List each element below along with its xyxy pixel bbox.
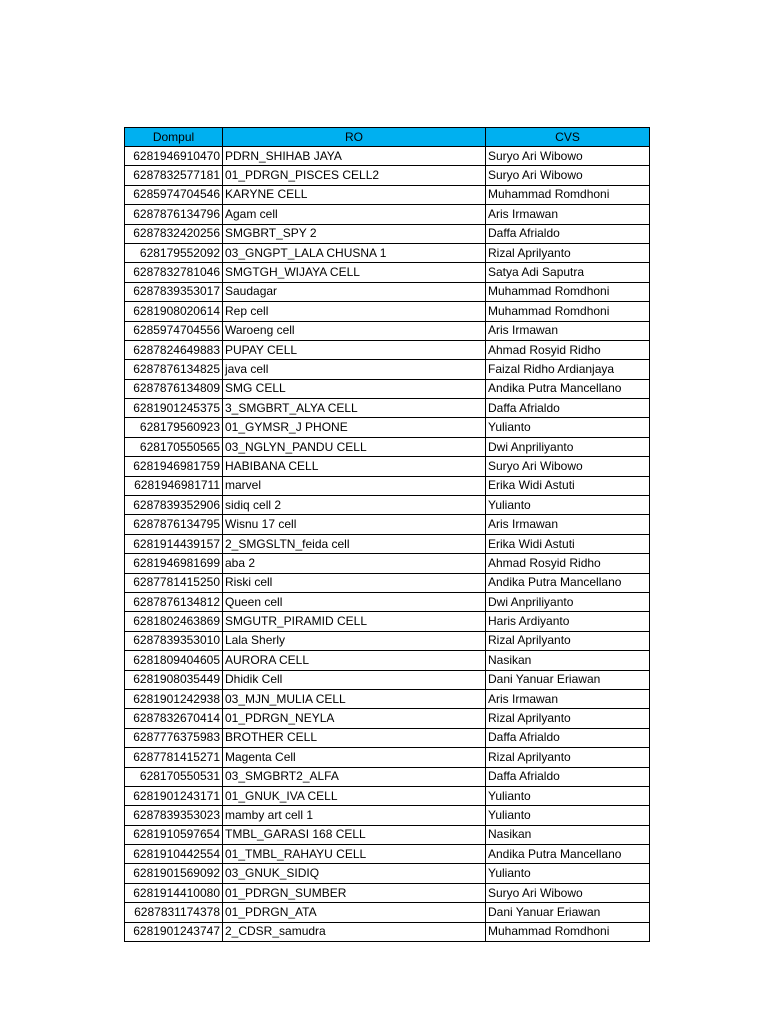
cell-cvs[interactable]: Suryo Ari Wibowo bbox=[486, 147, 650, 166]
cell-dompul[interactable]: 6281910442554 bbox=[125, 845, 223, 864]
table-row bbox=[125, 243, 650, 262]
cell-dompul[interactable]: 6287776375983 bbox=[125, 728, 223, 747]
cell-ro[interactable]: Lala Sherly bbox=[223, 631, 486, 650]
cell-dompul[interactable]: 6281901243747 bbox=[125, 922, 223, 941]
cell-dompul[interactable]: 6287839353010 bbox=[125, 631, 223, 650]
cell-cvs[interactable]: Suryo Ari Wibowo bbox=[486, 457, 650, 476]
table-row bbox=[125, 806, 650, 825]
table-row bbox=[125, 457, 650, 476]
cell-ro[interactable]: 03_MJN_MULIA CELL bbox=[223, 689, 486, 708]
cell-dompul[interactable]: 6281946981759 bbox=[125, 457, 223, 476]
cell-dompul[interactable]: 6287831174378 bbox=[125, 903, 223, 922]
table-row bbox=[125, 612, 650, 631]
cell-dompul[interactable]: 6281901245375 bbox=[125, 399, 223, 418]
cell-ro[interactable]: SMG CELL bbox=[223, 379, 486, 398]
cell-dompul[interactable]: 628179560923 bbox=[125, 418, 223, 437]
table-row bbox=[125, 534, 650, 553]
cell-ro[interactable]: Rep cell bbox=[223, 302, 486, 321]
cell-dompul[interactable]: 6281901242938 bbox=[125, 689, 223, 708]
cell-cvs[interactable]: Aris Irmawan bbox=[486, 689, 650, 708]
table-row bbox=[125, 166, 650, 185]
cell-ro[interactable]: 01_PDRGN_ATA bbox=[223, 903, 486, 922]
cell-cvs[interactable]: Ahmad Rosyid Ridho bbox=[486, 340, 650, 359]
cell-dompul[interactable]: 6281901569092 bbox=[125, 864, 223, 883]
table-row bbox=[125, 205, 650, 224]
table-row bbox=[125, 767, 650, 786]
cell-ro[interactable]: PDRN_SHIHAB JAYA bbox=[223, 147, 486, 166]
cell-dompul[interactable]: 6281946981699 bbox=[125, 554, 223, 573]
cell-ro[interactable]: 2_SMGSLTN_feida cell bbox=[223, 534, 486, 553]
cell-cvs[interactable]: Nasikan bbox=[486, 825, 650, 844]
cell-cvs[interactable]: Daffa Afrialdo bbox=[486, 767, 650, 786]
cell-ro[interactable]: Queen cell bbox=[223, 592, 486, 611]
table-row bbox=[125, 340, 650, 359]
cell-ro[interactable]: SMGTGH_WIJAYA CELL bbox=[223, 263, 486, 282]
cell-dompul[interactable]: 6281914439157 bbox=[125, 534, 223, 553]
cell-dompul[interactable]: 6281802463869 bbox=[125, 612, 223, 631]
cell-dompul[interactable]: 6287832670414 bbox=[125, 709, 223, 728]
cell-dompul[interactable]: 6281901243171 bbox=[125, 786, 223, 805]
cell-ro[interactable]: BROTHER CELL bbox=[223, 728, 486, 747]
table-row bbox=[125, 282, 650, 301]
cell-ro[interactable]: 01_GYMSR_J PHONE bbox=[223, 418, 486, 437]
table-row bbox=[125, 554, 650, 573]
cell-dompul[interactable]: 6287876134796 bbox=[125, 205, 223, 224]
cell-dompul[interactable]: 628170550565 bbox=[125, 437, 223, 456]
cell-dompul[interactable]: 6281908035449 bbox=[125, 670, 223, 689]
cell-ro[interactable]: marvel bbox=[223, 476, 486, 495]
table-row bbox=[125, 147, 650, 166]
cell-ro[interactable]: KARYNE CELL bbox=[223, 185, 486, 204]
table-row bbox=[125, 631, 650, 650]
table-row bbox=[125, 651, 650, 670]
table-row bbox=[125, 689, 650, 708]
cell-dompul[interactable]: 6287781415250 bbox=[125, 573, 223, 592]
cell-ro[interactable]: Waroeng cell bbox=[223, 321, 486, 340]
table-row bbox=[125, 321, 650, 340]
cell-cvs[interactable]: Satya Adi Saputra bbox=[486, 263, 650, 282]
cell-ro[interactable]: TMBL_GARASI 168 CELL bbox=[223, 825, 486, 844]
cell-cvs[interactable]: Rizal Aprilyanto bbox=[486, 631, 650, 650]
cell-ro[interactable]: 2_CDSR_samudra bbox=[223, 922, 486, 941]
cell-cvs[interactable]: Dwi Anpriliyanto bbox=[486, 592, 650, 611]
cell-ro[interactable]: AURORA CELL bbox=[223, 651, 486, 670]
cell-cvs[interactable]: Rizal Aprilyanto bbox=[486, 748, 650, 767]
header-row bbox=[125, 128, 650, 147]
table-row bbox=[125, 709, 650, 728]
cell-cvs[interactable]: Erika Widi Astuti bbox=[486, 476, 650, 495]
cell-ro[interactable]: 3_SMGBRT_ALYA CELL bbox=[223, 399, 486, 418]
cell-cvs[interactable]: Aris Irmawan bbox=[486, 321, 650, 340]
table-row bbox=[125, 224, 650, 243]
cell-dompul[interactable]: 6287832781046 bbox=[125, 263, 223, 282]
table-row bbox=[125, 670, 650, 689]
table-row bbox=[125, 922, 650, 941]
cell-ro[interactable]: Agam cell bbox=[223, 205, 486, 224]
cell-cvs[interactable]: Yulianto bbox=[486, 496, 650, 515]
cell-ro[interactable]: 01_PDRGN_PISCES CELL2 bbox=[223, 166, 486, 185]
cell-ro[interactable]: 03_SMGBRT2_ALFA bbox=[223, 767, 486, 786]
table-row bbox=[125, 573, 650, 592]
cell-cvs[interactable]: Daffa Afrialdo bbox=[486, 399, 650, 418]
cell-ro[interactable]: 01_PDRGN_SUMBER bbox=[223, 883, 486, 902]
cell-ro[interactable]: Riski cell bbox=[223, 573, 486, 592]
table-row bbox=[125, 903, 650, 922]
cell-dompul[interactable]: 6287839353023 bbox=[125, 806, 223, 825]
cell-dompul[interactable]: 6285974704556 bbox=[125, 321, 223, 340]
cell-ro[interactable]: 01_TMBL_RAHAYU CELL bbox=[223, 845, 486, 864]
table-row bbox=[125, 360, 650, 379]
table-row bbox=[125, 379, 650, 398]
table-row bbox=[125, 883, 650, 902]
table-row bbox=[125, 786, 650, 805]
cell-ro[interactable]: Magenta Cell bbox=[223, 748, 486, 767]
cell-cvs[interactable]: Yulianto bbox=[486, 806, 650, 825]
cell-cvs[interactable]: Aris Irmawan bbox=[486, 515, 650, 534]
cell-ro[interactable]: Saudagar bbox=[223, 282, 486, 301]
table-row bbox=[125, 845, 650, 864]
cell-ro[interactable]: 03_GNUK_SIDIQ bbox=[223, 864, 486, 883]
table-row bbox=[125, 728, 650, 747]
cell-dompul[interactable]: 6287876134812 bbox=[125, 592, 223, 611]
cell-dompul[interactable]: 6287781415271 bbox=[125, 748, 223, 767]
cell-cvs[interactable]: Daffa Afrialdo bbox=[486, 728, 650, 747]
cell-ro[interactable]: mamby art cell 1 bbox=[223, 806, 486, 825]
cell-cvs[interactable]: Muhammad Romdhoni bbox=[486, 302, 650, 321]
cell-dompul[interactable]: 628170550531 bbox=[125, 767, 223, 786]
cell-cvs[interactable]: Andika Putra Mancellano bbox=[486, 845, 650, 864]
cell-dompul[interactable]: 6281908020614 bbox=[125, 302, 223, 321]
cell-ro[interactable]: SMGUTR_PIRAMID CELL bbox=[223, 612, 486, 631]
cell-dompul[interactable]: 6287839353017 bbox=[125, 282, 223, 301]
cell-dompul[interactable]: 6281946910470 bbox=[125, 147, 223, 166]
table-row bbox=[125, 864, 650, 883]
cell-cvs[interactable]: Rizal Aprilyanto bbox=[486, 709, 650, 728]
table-row bbox=[125, 302, 650, 321]
cell-dompul[interactable]: 6287832577181 bbox=[125, 166, 223, 185]
cell-dompul[interactable]: 6287876134825 bbox=[125, 360, 223, 379]
cell-cvs[interactable]: Aris Irmawan bbox=[486, 205, 650, 224]
cell-cvs[interactable]: Yulianto bbox=[486, 864, 650, 883]
cell-cvs[interactable]: Dani Yanuar Eriawan bbox=[486, 670, 650, 689]
cell-cvs[interactable]: Muhammad Romdhoni bbox=[486, 185, 650, 204]
table-body bbox=[125, 147, 650, 942]
cell-dompul[interactable]: 6287832420256 bbox=[125, 224, 223, 243]
cell-ro[interactable]: 01_PDRGN_NEYLA bbox=[223, 709, 486, 728]
cell-cvs[interactable]: Yulianto bbox=[486, 786, 650, 805]
cell-dompul[interactable]: 6281809404605 bbox=[125, 651, 223, 670]
cell-cvs[interactable]: Erika Widi Astuti bbox=[486, 534, 650, 553]
cell-cvs[interactable]: Yulianto bbox=[486, 418, 650, 437]
cell-dompul[interactable]: 6287876134795 bbox=[125, 515, 223, 534]
cell-ro[interactable]: 03_GNGPT_LALA CHUSNA 1 bbox=[223, 243, 486, 262]
table-row bbox=[125, 592, 650, 611]
cell-ro[interactable]: aba 2 bbox=[223, 554, 486, 573]
cell-cvs[interactable]: Suryo Ari Wibowo bbox=[486, 166, 650, 185]
cell-ro[interactable]: java cell bbox=[223, 360, 486, 379]
table-row bbox=[125, 748, 650, 767]
cell-cvs[interactable]: Dwi Anpriliyanto bbox=[486, 437, 650, 456]
cell-ro[interactable]: PUPAY CELL bbox=[223, 340, 486, 359]
cell-cvs[interactable]: Ahmad Rosyid Ridho bbox=[486, 554, 650, 573]
cell-ro[interactable]: SMGBRT_SPY 2 bbox=[223, 224, 486, 243]
cell-cvs[interactable]: Daffa Afrialdo bbox=[486, 224, 650, 243]
cell-cvs[interactable]: Andika Putra Mancellano bbox=[486, 573, 650, 592]
cell-dompul[interactable]: 628179552092 bbox=[125, 243, 223, 262]
cell-cvs[interactable]: Muhammad Romdhoni bbox=[486, 922, 650, 941]
cell-dompul[interactable]: 6281910597654 bbox=[125, 825, 223, 844]
table-row bbox=[125, 418, 650, 437]
table-row bbox=[125, 496, 650, 515]
cell-cvs[interactable]: Nasikan bbox=[486, 651, 650, 670]
column-header-dompul[interactable]: Dompul bbox=[125, 128, 223, 147]
cell-dompul[interactable]: 6285974704546 bbox=[125, 185, 223, 204]
cell-dompul[interactable]: 6281914410080 bbox=[125, 883, 223, 902]
table-row bbox=[125, 185, 650, 204]
cell-cvs[interactable]: Rizal Aprilyanto bbox=[486, 243, 650, 262]
column-header-cvs[interactable]: CVS bbox=[486, 128, 650, 147]
cell-cvs[interactable]: Dani Yanuar Eriawan bbox=[486, 903, 650, 922]
table-row bbox=[125, 263, 650, 282]
cell-cvs[interactable]: Muhammad Romdhoni bbox=[486, 282, 650, 301]
cell-ro[interactable]: 01_GNUK_IVA CELL bbox=[223, 786, 486, 805]
table-row bbox=[125, 825, 650, 844]
cell-ro[interactable]: 03_NGLYN_PANDU CELL bbox=[223, 437, 486, 456]
cell-dompul[interactable]: 6287839352906 bbox=[125, 496, 223, 515]
table-row bbox=[125, 476, 650, 495]
cell-dompul[interactable]: 6281946981711 bbox=[125, 476, 223, 495]
cell-ro[interactable]: Wisnu 17 cell bbox=[223, 515, 486, 534]
cell-ro[interactable]: Dhidik Cell bbox=[223, 670, 486, 689]
column-header-ro[interactable]: RO bbox=[223, 128, 486, 147]
cell-dompul[interactable]: 6287824649883 bbox=[125, 340, 223, 359]
cell-ro[interactable]: HABIBANA CELL bbox=[223, 457, 486, 476]
data-table bbox=[124, 127, 650, 942]
table-row bbox=[125, 437, 650, 456]
cell-cvs[interactable]: Haris Ardiyanto bbox=[486, 612, 650, 631]
cell-cvs[interactable]: Suryo Ari Wibowo bbox=[486, 883, 650, 902]
table-row bbox=[125, 399, 650, 418]
cell-dompul[interactable]: 6287876134809 bbox=[125, 379, 223, 398]
cell-cvs[interactable]: Andika Putra Mancellano bbox=[486, 379, 650, 398]
cell-cvs[interactable]: Faizal Ridho Ardianjaya bbox=[486, 360, 650, 379]
cell-ro[interactable]: sidiq cell 2 bbox=[223, 496, 486, 515]
table-row bbox=[125, 515, 650, 534]
